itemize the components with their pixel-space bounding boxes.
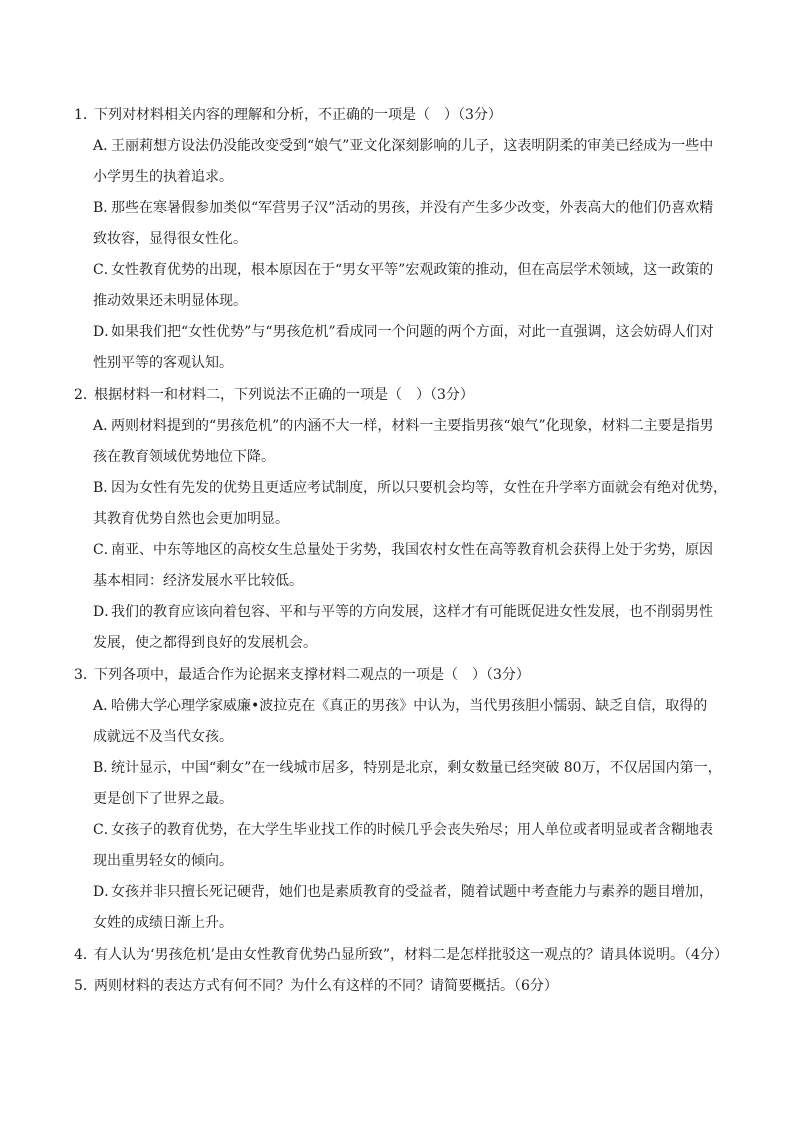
option-text: 我们的教育应该向着包容、平和与平等的方向发展，这样才有可能既促进女性发展，也不削弱男性 xyxy=(111,604,713,620)
option-3c xyxy=(93,819,713,839)
option-label: A． xyxy=(93,418,118,434)
option-1c xyxy=(93,259,713,279)
option-2b xyxy=(93,477,727,497)
option-label: D． xyxy=(93,604,119,620)
option-2c xyxy=(93,539,713,559)
option-label: A． xyxy=(93,138,118,154)
question-stem: 下列对材料相关内容的理解和分析，不正确的一项是（ ）（3分） xyxy=(94,107,502,123)
option-1d-continued: 性别平等的客观认知。 xyxy=(93,355,233,371)
question-stem: 有人认为‘男孩危机’是由女性教育优势凸显所致”，材料二是怎样批驳这一观点的？请具体说明。（4分） xyxy=(94,947,728,963)
question-stem: 根据材料一和材料二，下列说法不正确的一项是（ ）（3分） xyxy=(94,387,474,403)
option-1c-continued: 推动效果还未明显体现。 xyxy=(93,293,247,309)
option-text: 女性教育优势的出现，根本原因在于“男女平等”宏观政策的推动，但在高层学术领域，这一政策的 xyxy=(111,262,714,278)
question-stem: 两则材料的表达方式有何不同？为什么有这样的不同？请简要概括。（6分） xyxy=(94,978,558,994)
question-number: 4． xyxy=(74,947,97,963)
option-label: D． xyxy=(93,324,119,340)
option-3a xyxy=(93,695,707,715)
option-label: C． xyxy=(93,262,118,278)
question-number: 5． xyxy=(74,978,97,994)
option-label: C． xyxy=(93,822,118,838)
option-text: 南亚、中东等地区的高校女生总量处于劣势，我国农村女性在高等教育机会获得上处于劣势，原因 xyxy=(111,542,713,558)
option-text: 女孩并非只擅长死记硬背，她们也是素质教育的受益者，随着试题中考查能力与素养的题目增加， xyxy=(111,884,713,900)
option-text: 因为女性有先发的优势且更适应考试制度，所以只要机会均等，女性在升学率方面就会有绝对优势， xyxy=(111,480,727,496)
question-2 xyxy=(74,384,474,404)
option-2a-continued: 孩在教育领域优势地位下降。 xyxy=(93,449,275,465)
option-2d-continued: 发展，使之都得到良好的发展机会。 xyxy=(93,635,317,651)
option-text: 那些在寒暑假参加类似“军营男子汉”活动的男孩，并没有产生多少改变，外表高大的他们仍喜欢精 xyxy=(111,200,714,216)
option-2a xyxy=(93,415,714,435)
option-1a-continued: 小学男生的执着追求。 xyxy=(93,169,233,185)
option-2c-continued: 基本相同：经济发展水平比较低。 xyxy=(93,573,303,589)
question-number: 1． xyxy=(74,107,97,123)
option-label: C． xyxy=(93,542,118,558)
question-number: 2． xyxy=(74,387,97,403)
option-3b xyxy=(93,757,722,777)
option-text: 两则材料提到的“男孩危机”的内涵不大一样，材料一主要指男孩“娘气”化现象，材料二主要是指男 xyxy=(111,418,714,434)
option-3c-continued: 现出重男轻女的倾向。 xyxy=(93,853,233,869)
option-label: B． xyxy=(93,760,118,776)
question-stem: 下列各项中，最适合作为论据来支撑材料二观点的一项是（ ）（3分） xyxy=(94,667,530,683)
question-1 xyxy=(74,104,502,124)
option-text: 如果我们把“女性优势”与“男孩危机”看成同一个问题的两个方面，对此一直强调，这会妨碍人们对 xyxy=(111,324,714,340)
question-5 xyxy=(74,975,558,995)
option-3a-continued: 成就远不及当代女孩。 xyxy=(93,729,233,745)
option-label: D． xyxy=(93,884,119,900)
question-3 xyxy=(74,664,530,684)
option-1b xyxy=(93,197,713,217)
option-text: 哈佛大学心理学家威廉•波拉克在《真正的男孩》中认为，当代男孩胆小懦弱、缺乏自信，取得的 xyxy=(111,698,708,714)
option-1d xyxy=(93,321,714,341)
option-3b-continued: 更是创下了世界之最。 xyxy=(93,791,233,807)
question-number: 3． xyxy=(74,667,97,683)
option-1b-continued: 致妆容，显得很女性化。 xyxy=(93,231,247,247)
option-text: 女孩子的教育优势，在大学生毕业找工作的时候几乎会丧失殆尽；用人单位或者明显或者含糊地表 xyxy=(111,822,713,838)
option-3d xyxy=(93,881,713,901)
option-1a xyxy=(93,135,713,155)
question-4 xyxy=(74,944,728,964)
option-2b-continued: 其教育优势自然也会更加明显。 xyxy=(93,511,289,527)
option-text: 王丽莉想方设法仍没能改变受到“娘气”亚文化深刻影响的儿子，这表明阴柔的审美已经成为一些中 xyxy=(111,138,714,154)
option-label: A． xyxy=(93,698,118,714)
option-label: B． xyxy=(93,200,118,216)
option-label: B． xyxy=(93,480,118,496)
option-3d-continued: 女姓的成绩日渐上升。 xyxy=(93,915,233,931)
option-text: 统计显示，中国“剩女”在一线城市居多，特别是北京，剩女数量已经突破 80万，不仅居国内第一， xyxy=(111,760,722,776)
option-2d xyxy=(93,601,713,621)
